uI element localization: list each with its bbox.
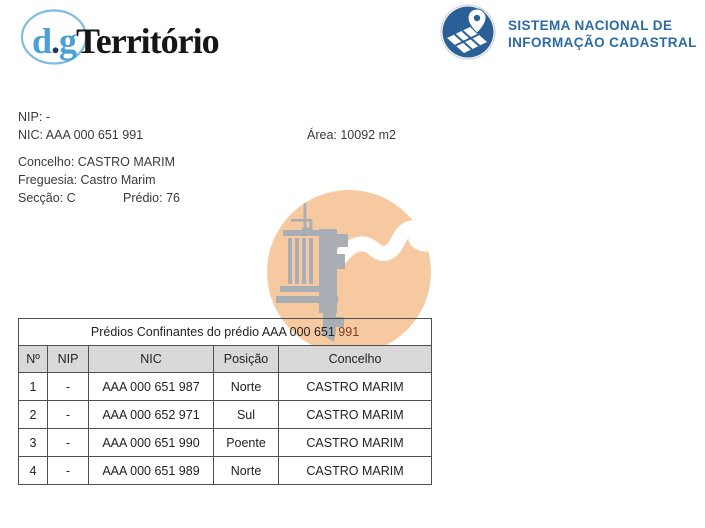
area-value: Área: 10092 m2 (307, 128, 396, 142)
dg-letter-g: g (59, 21, 77, 61)
cell-nic: AAA 000 652 971 (89, 401, 214, 429)
cell-nip: - (48, 429, 89, 457)
map-parcels-icon (440, 4, 496, 60)
table-row (19, 429, 432, 457)
dg-wordmark (32, 22, 219, 60)
predio-value: Prédio: 76 (123, 191, 180, 205)
cell-concelho: CASTRO MARIM (279, 457, 432, 485)
col-header-numero: Nº (19, 346, 48, 373)
table-title-text: Prédios Confinantes do prédio AAA 000 651 (90, 325, 339, 339)
nip-value: NIP: - (18, 110, 50, 124)
col-header-nip: NIP (48, 346, 89, 373)
concelho-value: Concelho: CASTRO MARIM (18, 155, 175, 169)
nic-value: NIC: AAA 000 651 991 (18, 128, 144, 142)
col-header-nic: NIC (89, 346, 214, 373)
cell-nic: AAA 000 651 989 (89, 457, 214, 485)
dg-wordmark-text: Território (76, 21, 219, 61)
cell-numero: 2 (19, 401, 48, 429)
snic-title (508, 17, 697, 51)
table-header-row (19, 346, 432, 373)
freguesia-value: Freguesia: Castro Marim (18, 173, 156, 187)
snic-title-line1: SISTEMA NACIONAL DE (508, 18, 673, 33)
seccao-value: Secção: C (18, 191, 76, 205)
cell-posicao: Sul (214, 401, 279, 429)
dgterritorio-logo (20, 6, 240, 68)
cell-nic: AAA 000 651 987 (89, 373, 214, 401)
table-title (19, 319, 432, 346)
snic-logo (440, 4, 700, 64)
cell-posicao: Norte (214, 457, 279, 485)
confinantes-table (18, 318, 432, 485)
cell-nip: - (48, 373, 89, 401)
cell-concelho: CASTRO MARIM (279, 401, 432, 429)
table-title-row (19, 319, 432, 346)
cell-posicao: Norte (214, 373, 279, 401)
table-row (19, 457, 432, 485)
dg-letter-d: d (32, 21, 52, 61)
col-header-posicao: Posição (214, 346, 279, 373)
dg-dot: . (51, 21, 60, 61)
cell-concelho: CASTRO MARIM (279, 429, 432, 457)
table-row (19, 373, 432, 401)
cell-numero: 1 (19, 373, 48, 401)
snic-title-line2: INFORMAÇÃO CADASTRAL (508, 35, 697, 50)
cell-numero: 3 (19, 429, 48, 457)
cell-nip: - (48, 401, 89, 429)
cell-nic: AAA 000 651 990 (89, 429, 214, 457)
cell-numero: 4 (19, 457, 48, 485)
table-title-highlight: 991 (338, 325, 360, 339)
cell-nip: - (48, 457, 89, 485)
col-header-concelho: Concelho (279, 346, 432, 373)
cell-concelho: CASTRO MARIM (279, 373, 432, 401)
cell-posicao: Poente (214, 429, 279, 457)
table-row (19, 401, 432, 429)
